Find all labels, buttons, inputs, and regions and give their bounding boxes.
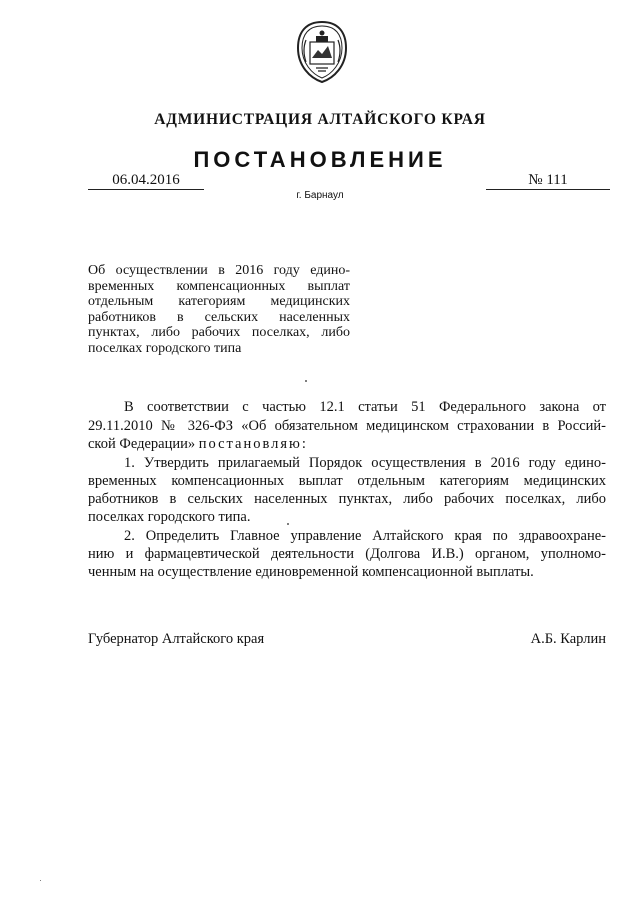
subject-line: пунктах, либо рабочих поселках, либо — [88, 325, 350, 340]
body-line: 29.11.2010 № 326-ФЗ «Об обязательном медицинском страховании в Россий- — [88, 418, 606, 434]
body-line: ченным на осуществление единовременной компенсационной выплаты. — [88, 564, 534, 580]
body-line: временных компенсационных выплат отдельным категориям медицинских — [88, 473, 606, 489]
subject-line: отдельным категориям медицинских — [88, 294, 350, 309]
subject-line: поселках городского типа — [88, 340, 242, 356]
subject-line: Об осуществлении в 2016 году едино- — [88, 263, 350, 278]
document-subject — [88, 263, 350, 356]
scan-speck — [287, 523, 289, 525]
document-type: ПОСТАНОВЛЕНИЕ — [193, 147, 447, 172]
resolve-word: постановляю: — [198, 436, 308, 452]
subject-line: временных компенсационных выплат — [88, 278, 350, 294]
body-line: нию и фармацевтической деятельности (Долгова И.В.) органом, уполномо- — [88, 546, 606, 562]
document-date: 06.04.2016 — [88, 172, 204, 190]
body-text: ской Федерации» — [88, 436, 196, 452]
body-line: 1. Утвердить прилагаемый Порядок осуществления в 2016 году едино- — [124, 455, 606, 471]
scan-speck — [40, 880, 41, 881]
body-line: поселках городского типа. — [88, 509, 251, 525]
scan-speck — [305, 380, 307, 382]
document-city: г. Барнаул — [296, 190, 344, 201]
organization-title: АДМИНИСТРАЦИЯ АЛТАЙСКОГО КРАЯ — [154, 111, 486, 128]
document-number: № 111 — [486, 172, 610, 190]
body-line: работников в сельских населенных пунктах, либо рабочих поселках, либо — [88, 491, 606, 507]
signatory-title: Губернатор Алтайского края — [88, 631, 265, 647]
subject-line: работников в сельских населенных — [88, 309, 350, 325]
signatory-name: А.Б. Карлин — [530, 631, 606, 647]
body-line: 2. Определить Главное управление Алтайского края по здравоохране- — [124, 528, 606, 544]
coat-of-arms-icon — [294, 20, 350, 84]
body-line: В соответствии с частью 12.1 статьи 51 Федерального закона от — [124, 399, 606, 415]
body-line — [88, 436, 606, 453]
